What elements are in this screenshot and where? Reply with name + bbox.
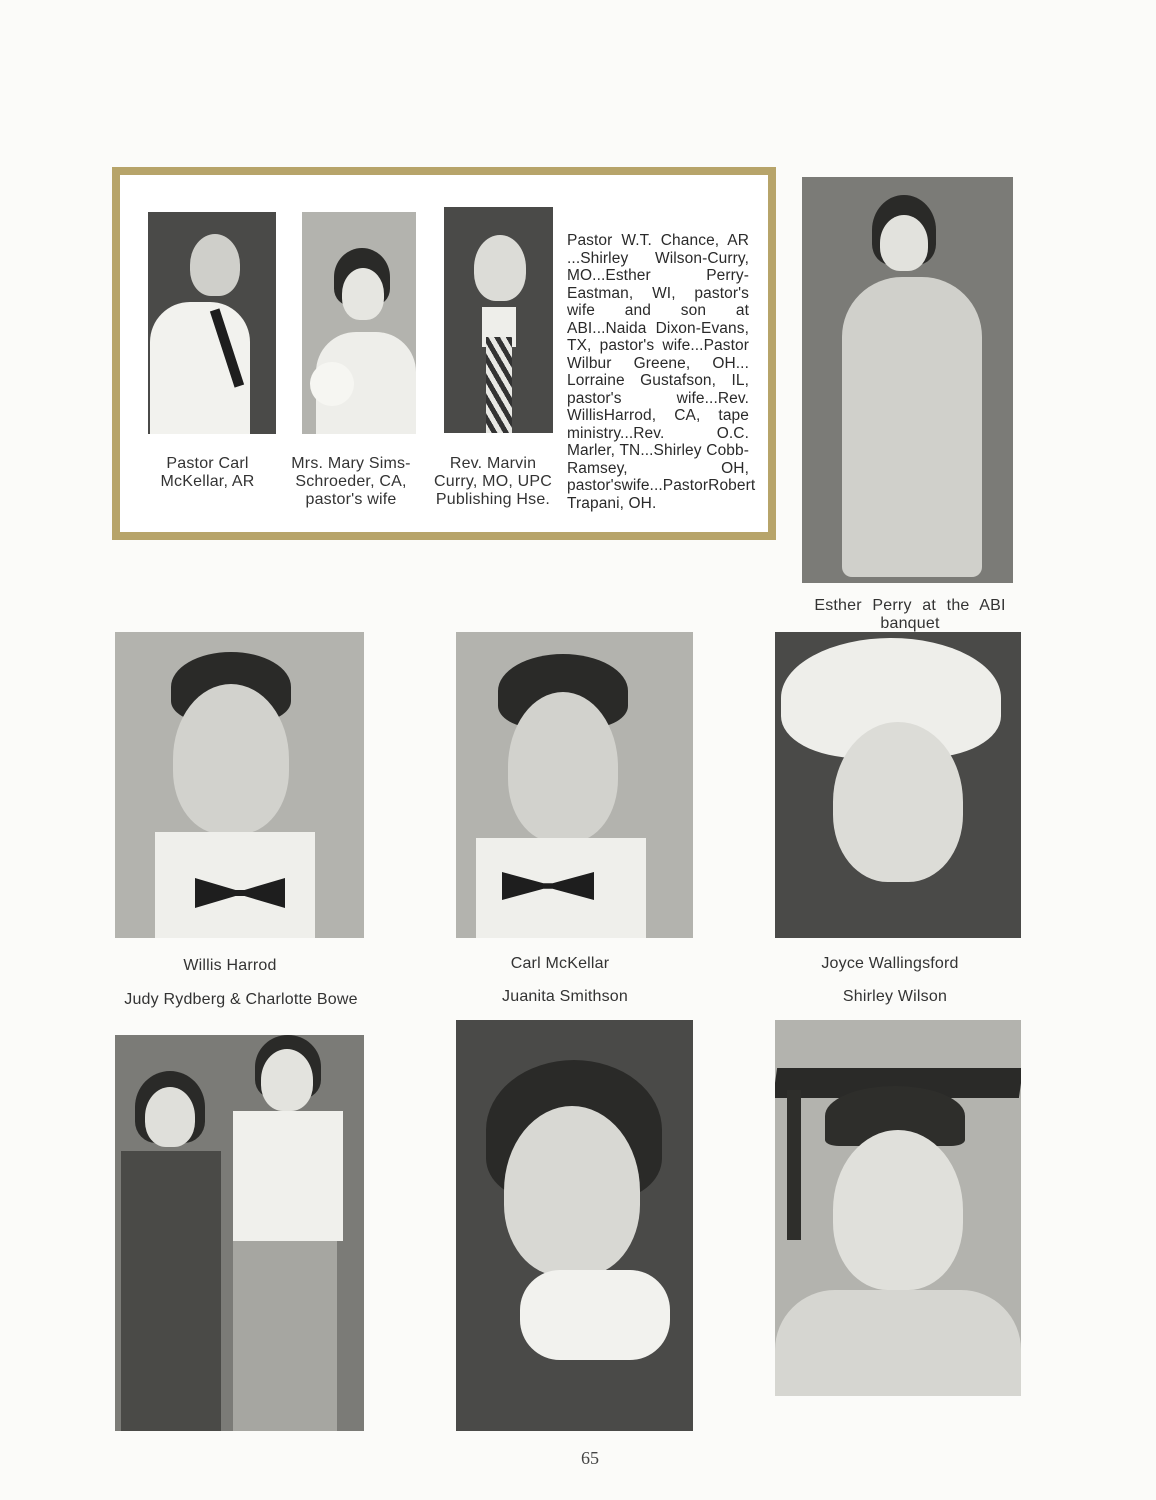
photo-carl-mckellar xyxy=(456,632,693,938)
caption-marvin-curry: Rev. Marvin Curry, MO, UPC Publishing Hse. xyxy=(433,455,553,508)
photo-marvin-curry xyxy=(444,207,553,433)
caption-pastor-carl-mckellar: Pastor Carl McKellar, AR xyxy=(160,455,255,490)
photo-pastor-carl-mckellar xyxy=(148,212,276,434)
caption-willis-harrod: Willis Harrod xyxy=(183,957,277,974)
photo-mary-sims-schroeder xyxy=(302,212,416,434)
caption-judy-rydberg-charlotte-bowe: Judy Rydberg & Charlotte Bowe xyxy=(124,991,358,1008)
photo-judy-rydberg-charlotte-bowe xyxy=(115,1035,364,1431)
photo-shirley-wilson xyxy=(775,1020,1021,1396)
photo-juanita-smithson xyxy=(456,1020,693,1431)
photo-joyce-wallingsford xyxy=(775,632,1021,938)
photo-esther-perry-banquet xyxy=(802,177,1013,583)
alumni-list-paragraph: Pastor W.T. Chance, AR ...Shirley Wilson-Curry, MO...Esther Perry-Eastman, WI, pastor's wife and son at ABI...Naida Dixon-Evans, TX, pastor's wife...Pastor Wilbur Greene, OH... Lorraine Gustafson, IL, pastor's wife...Rev. WillisHarrod, CA, tape ministry...Rev. O.C. Marler, TN...Shirley Cobb-Ramsey, OH, pastor'swife...PastorRobert Trapani, OH. xyxy=(567,232,756,512)
caption-carl-mckellar: Carl McKellar xyxy=(510,955,610,972)
caption-juanita-smithson: Juanita Smithson xyxy=(502,988,628,1005)
caption-mary-sims-schroeder: Mrs. Mary Sims- Schroeder, CA, pastor's wife xyxy=(291,455,411,508)
caption-shirley-wilson: Shirley Wilson xyxy=(842,988,948,1005)
page-number: 65 xyxy=(581,1448,599,1468)
caption-esther-perry: Esther Perry at the ABI banquet xyxy=(814,597,1006,632)
caption-joyce-wallingsford: Joyce Wallingsford xyxy=(821,955,959,972)
photo-willis-harrod xyxy=(115,632,364,938)
